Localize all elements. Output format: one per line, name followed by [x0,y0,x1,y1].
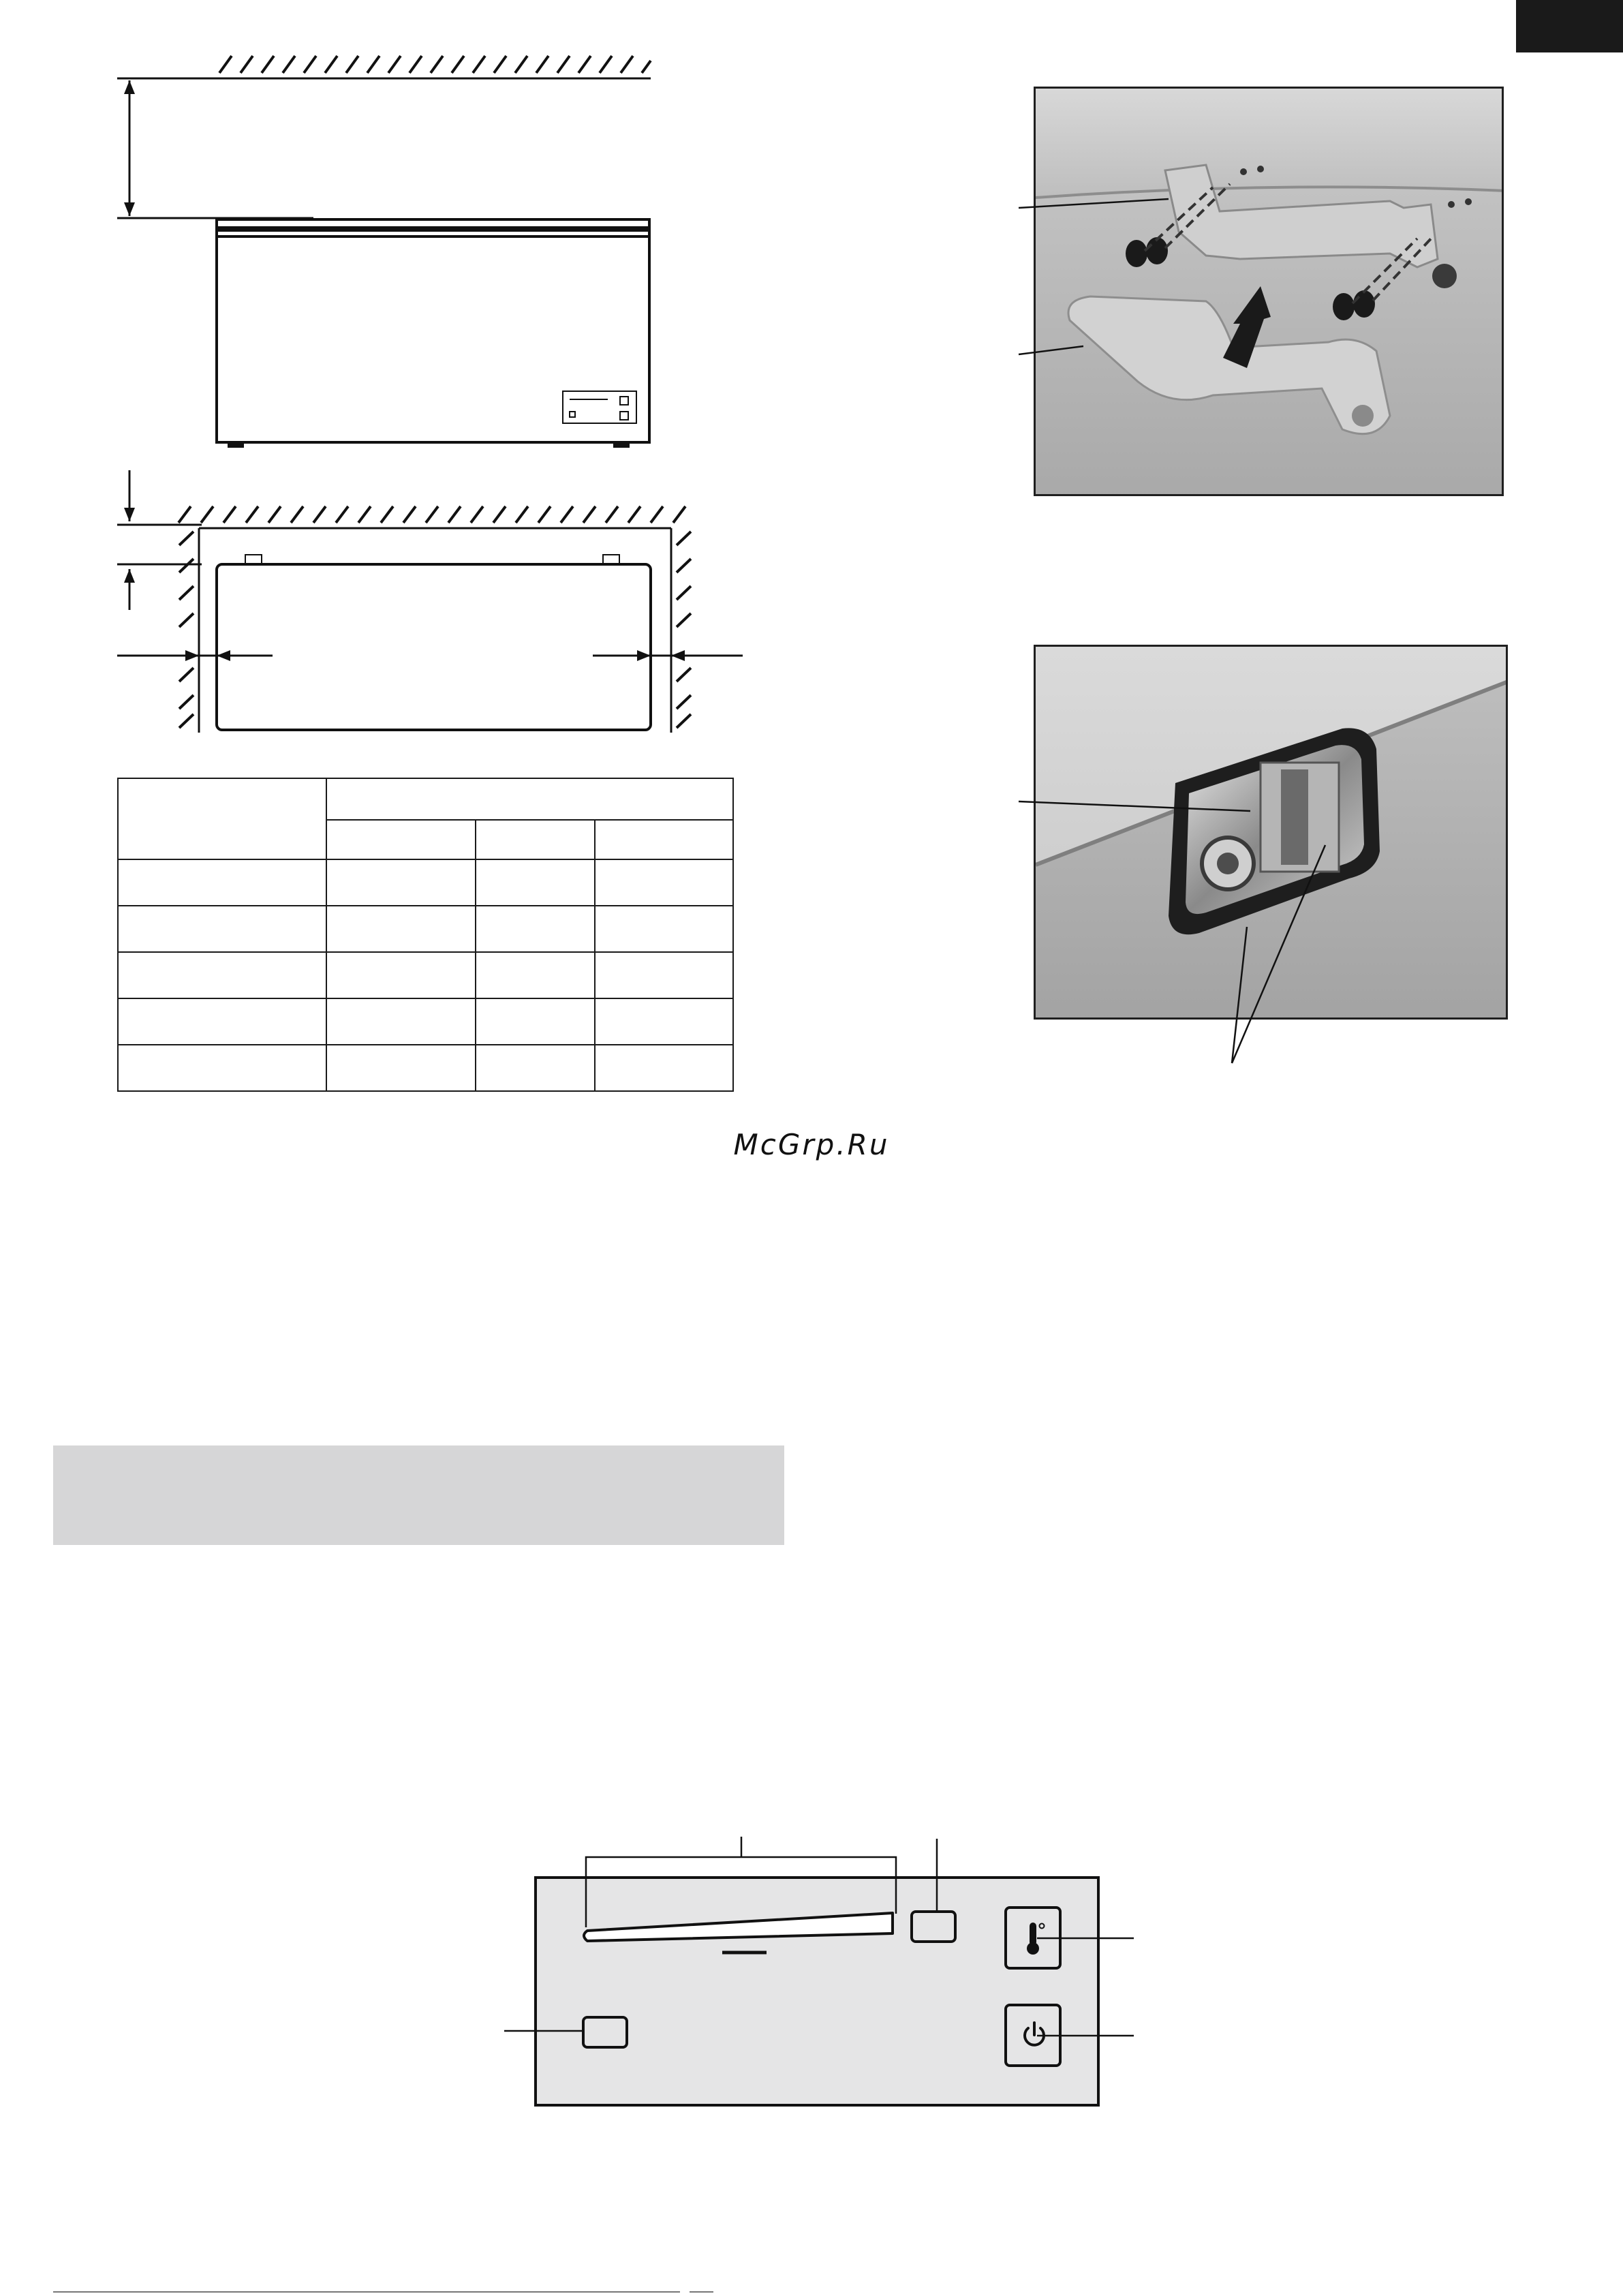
table-cell [476,859,595,906]
table-cell [476,952,595,998]
table-cell [118,906,326,952]
table-row [118,906,733,952]
table-cell [326,906,476,952]
table-cell [118,998,326,1045]
table-cell [118,1045,326,1091]
table-subheader-cell [476,820,595,859]
table-cell [326,1045,476,1091]
power-callout [1037,2033,1139,2040]
table-header-cell [118,778,326,859]
thermostat-callout [1037,1935,1139,1942]
table-row [118,952,733,998]
table-cell [595,906,733,952]
table-cell [476,1045,595,1091]
table-cell [595,859,733,906]
table-row [118,859,733,906]
clearance-side-diagram [0,0,784,750]
table-cell [326,952,476,998]
table-subheader-cell [326,820,476,859]
table-cell [476,906,595,952]
table-row [118,998,733,1045]
bottom-rule-short [690,2291,713,2293]
watermark: McGrp.Ru [733,1128,890,1161]
bottom-rule [53,2291,680,2293]
table-cell [118,859,326,906]
table-cell [326,998,476,1045]
clearance-table [117,778,734,1092]
table-cell [118,952,326,998]
table-subheader-cell [595,820,733,859]
control-panel-diagram [504,1833,1151,2119]
lock-callout-lines [1015,784,1356,1070]
handle-callout-lines [1015,191,1186,368]
table-cell [326,859,476,906]
table-cell [595,952,733,998]
language-tab [1516,0,1623,52]
section-heading-band [53,1445,784,1545]
table-cell [595,998,733,1045]
table-header-group [326,778,733,820]
table-row [118,1045,733,1091]
table-cell [476,998,595,1045]
table-cell [595,1045,733,1091]
